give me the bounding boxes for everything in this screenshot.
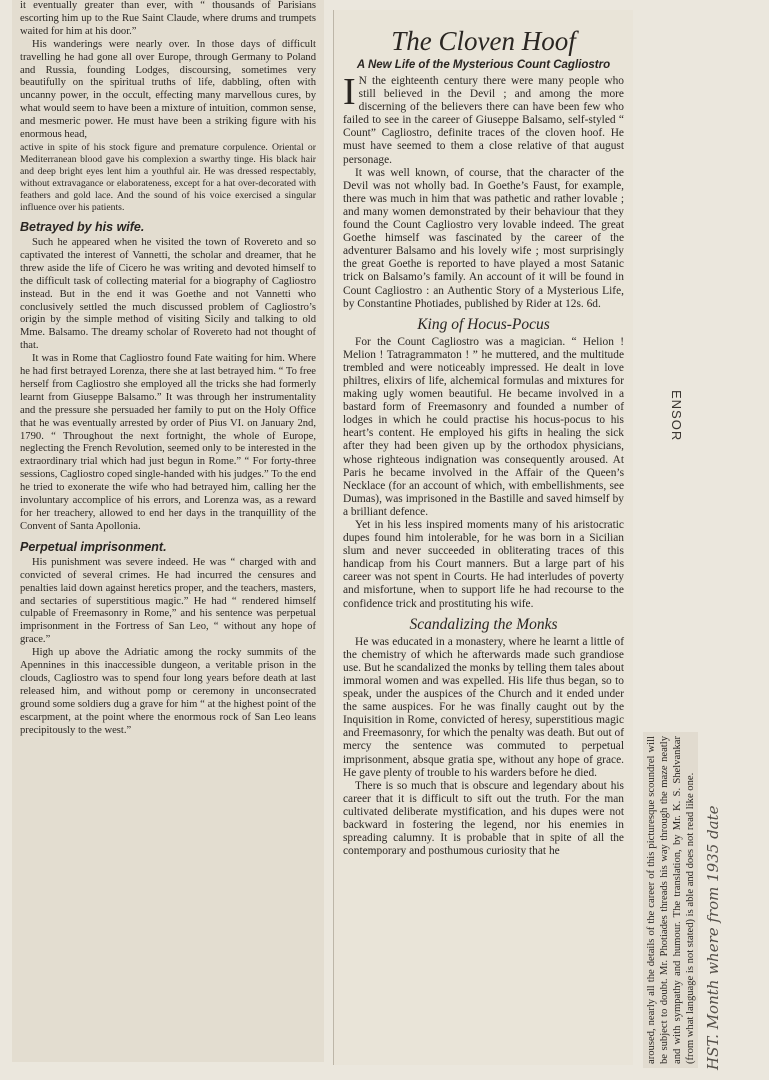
left-paragraph: His wanderings were nearly over. In those days of difficult travelling he had gone all over Europe, through Germany to Poland and Russia, founding Lodges, discoursing, sometimes very beautifully on the spiritual truths of life, dabbling, often with uncanny power, in the occult, effecting many marvellous cures, by what would seem to have been a mixture of intuition, common sense, and mesmeric power. He must have been a striking figure with his enormous head,	[20, 38, 316, 141]
side-clipping	[643, 732, 698, 1068]
left-clipping	[12, 0, 324, 1062]
lead-paragraph	[343, 71, 624, 167]
side-clipping-text: aroused, nearly all the details of the career of this picturesque scoundrel will be subject to doubt. Mr. Photiades threads his way through the maze neatly and with sympathy and humour. The translation, by Mr. K. S. Shelvankar (from what language is not stated) is able and does not read like one.	[646, 736, 696, 1064]
section-heading-monks: Scandalizing the Monks	[409, 615, 558, 633]
monks-section	[343, 636, 624, 859]
left-paragraph: It was in Rome that Cagliostro found Fate waiting for him. Where he had first betrayed Lorenza, there she at last betrayed him. “ To free herself from Cagliostro she employed all the tricks she had formerly learnt from Giuseppe Balsamo.” It was through her instrumentality and the pressure she persuaded her family to put on the Holy Office that he was eventually arrested by order of Pius VI. on January 2nd, 1790. “ Throughout the next fortnight, the whole of Europe, neglecting the French Revolution, seemed only to be interested in the extraordinary trial which had just begun in Rome.” “ For forty-three sessions, Cagliostro coped single-handed with his judges.” To the end he tried to exonerate the wife who had betrayed him, calling her the involuntary accomplice of his errors, and Lorenza was, as a reward for her treachery, allowed to end her days in the tranquillity of the Convent of Santa Apollonia.	[20, 353, 316, 532]
right-paragraph: There is so much that is obscure and legendary about his career that it is difficult to sift out the truth. For the man cultivated deliberate mystification, and his dupes were not backward in fostering the legend, nor his enemies in spreading calumny. It is probable that in spite of all the contemporary and posthumous curiosity that he	[343, 779, 624, 858]
betrayed-section	[20, 237, 316, 534]
right-clipping	[333, 10, 633, 1065]
right-paragraph: For the Count Cagliostro was a magician. “ Helion ! Melion ! Tatragrammaton ! ” he muttered, and the multitude trembled and were noticeably impressed. He dealt in love philtres, elixirs of life, alchemical formulas and mixtures for making ugly women beautiful. He became involved in a bastard form of Freemasonry and founded a number of lodges in which he could practise his hocus-pocus to his heart’s content. He employed his gifts in healing the sick after they had been given up by the orthodox physicians, whose righteous indignation was consequently aroused. At Paris he became involved in the Affair of the Queen’s Necklace (for an account of which, with embellishments, see Dumas), was imprisoned in the Bastille and saved himself by a brilliant defence.	[343, 335, 624, 518]
left-paragraph: High up above the Adriatic among the rocky summits of the Apennines in this inaccessible dungeon, a veritable prison in the clouds, Cagliostro was to spend four long years before death at last released him, and without pomp or ceremony in unconsecrated ground some soldiers dug a grave for him “ at the highest point of the escarpment, at the point where the enormous rock of San Leo leans precipitously to the west.”	[20, 647, 316, 736]
right-paragraph: It was well known, of course, that the character of the Devil was not wholly bad. In Goethe’s Faust, for example, there was much in him that was pathetic and rather lovable ; and many women demonstrated by their behaviour that they found the Count Cagliostro very lovable indeed. The great Goethe himself was fascinated by the career of the adventurer Balsamo and his lovely wife ; most surprisingly the great Goethe is reported to have played a most Satanic trick on Balsamo’s family. An account of it will be found in Count Cagliostro : an Authentic Story of a Mysterious Life, by Constantine Photiades, published by Rider at 12s. 6d.	[343, 166, 624, 310]
section-heading-king: King of Hocus-Pocus	[417, 315, 550, 333]
king-section	[343, 336, 624, 611]
drop-cap: I	[343, 71, 356, 113]
perpetual-section	[20, 557, 316, 738]
heading-perpetual: Perpetual imprisonment.	[20, 539, 167, 554]
left-small-paragraph: active in spite of his stock figure and premature corpulence. Oriental or Mediterranean blood gave his complexion a swarthy tinge. His black hair and deep bright eyes lent him a youthful air. He was dressed respectably, without extravagance or elaborateness, except for a hat over-decorated with feathers and gold lace. And the sound of his voice exercised a singular influence over his patients.	[20, 141, 316, 213]
article-subtitle: A New Life of the Mysterious Count Cagliostro	[356, 59, 611, 71]
right-paragraph: Yet in his less inspired moments many of his aristocratic dupes found him intolerable, for he was born in a Sicilian slum and never succeeded in obliterating traces of this handicap from his Court manners. But a large part of his career was not spent in Courts. He had interludes of poverty and misfortune, when to support life he had recourse to the confidence trick and prostituting his wife.	[343, 519, 624, 610]
left-paragraph: His punishment was severe indeed. He was “ charged with and convicted of several crimes. He had incurred the censures and penalties laid down against heretics proper, and the teachers, masters, and sectaries of superstitious magic.” He had “ rendered himself culpable of Freemasonry in Rome,” and his sentence was perpetual imprisonment in the Fortress of San Leo, “ without any hope of grace.”	[20, 556, 316, 646]
margin-stamp: ENSOR	[669, 390, 684, 442]
left-paragraph: it eventually greater than ever, with “ thousands of Parisians escorting him up to the Rue Saint Claude, where drums and trumpets waited for him at his door.”	[20, 0, 316, 37]
handwritten-note: HST. Month where from 1935 date	[704, 805, 722, 1070]
heading-betrayed: Betrayed by his wife.	[20, 219, 145, 234]
right-paragraph: He was educated in a monastery, where he learnt a little of the chemistry of which he afterwards made such grandiose use. But he scandalized the monks by telling them tales about immoral women and was expelled. His life thus began, so to speak, under the auspices of the Church and it ended under the same auspices. For he was finally caught out by the Inquisition in Rome, convicted of heresy, superstitious magic and Freemasonry, for which the penalty was death. But out of mercy the sentence was commuted to perpetual imprisonment, absque gratia spe, without any hope of grace. He gave plenty of trouble to his warders before he died.	[343, 635, 624, 779]
left-paragraph: Such he appeared when he visited the town of Rovereto and so captivated the interest of Vannetti, the scholar and dreamer, that he threw aside the life of Cicero he was writing and devoted himself to the difficult task of collecting material for a biography of Cagliostro instead. But in the end it was Goethe and not Vannetti who conclusively settled the much discussed problem of Cagliostro’s origin by the simple method of visiting Sicily and talking to old Mme. Balsamo. The dreamy scholar of Rovereto had not thought of that.	[20, 236, 316, 352]
lead-text: N the eighteenth century there were many people who still believed in the Devil ; and among the more discerning of the believers there can have been few who failed to see in the career of Giuseppe Balsamo, self-styled “ Count” Cagliostro, definite traces of the cloven hoof. He must have seemed to them a close relative of that august personage.	[343, 75, 624, 166]
left-column-text	[20, 0, 316, 214]
right-column-text	[343, 71, 624, 311]
article-headline: The Cloven Hoof	[391, 26, 576, 56]
